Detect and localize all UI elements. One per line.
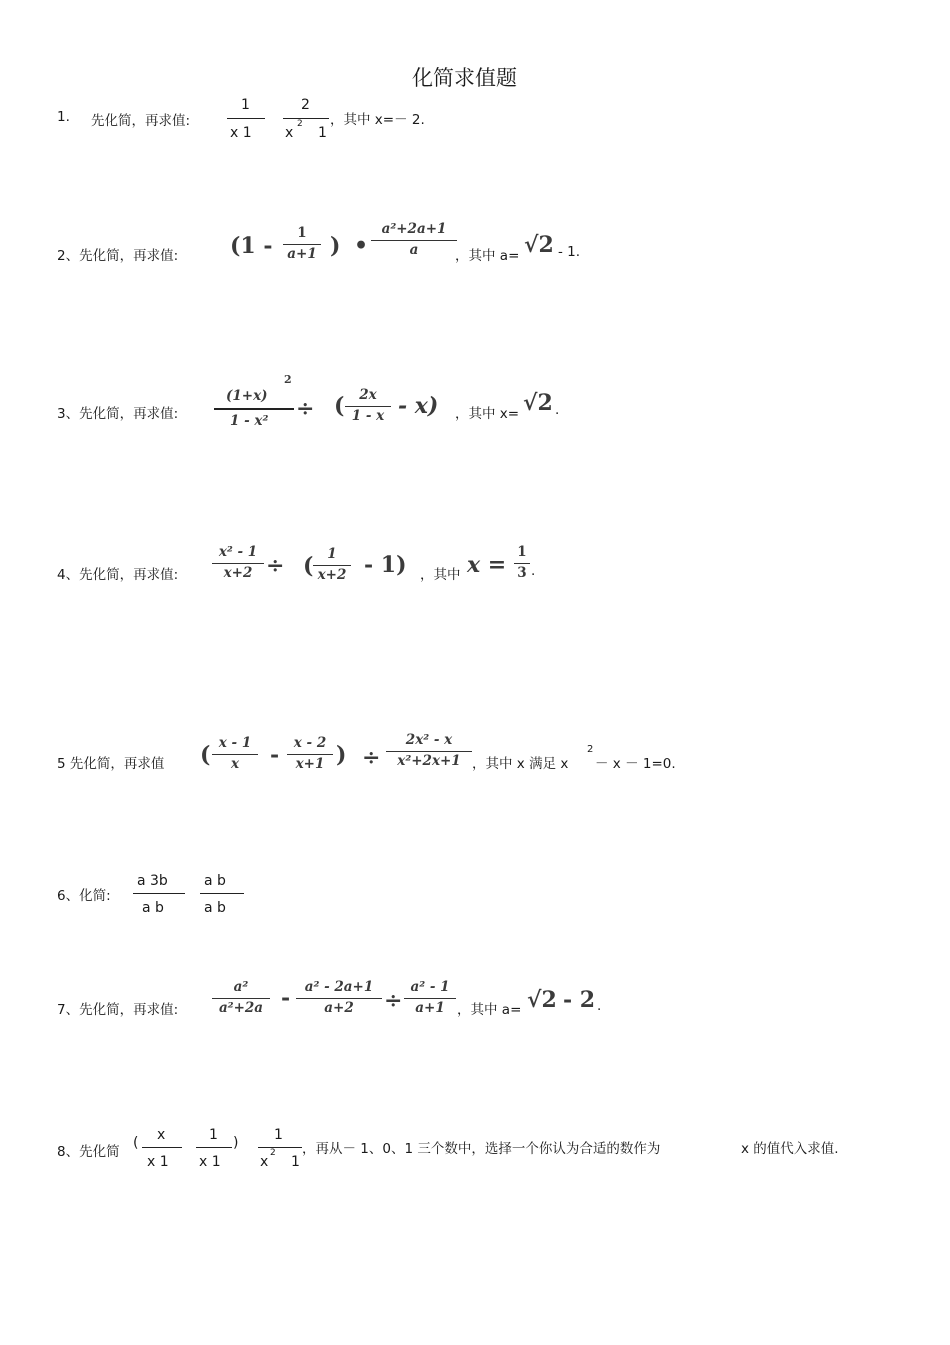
- fraction-denominator: 3: [517, 564, 527, 581]
- sqrt-two: √2: [527, 987, 557, 1013]
- divide-sign: ÷: [362, 745, 381, 771]
- problem-label: 8、先化简: [57, 1144, 120, 1160]
- fraction-numerator: a² - 1: [410, 979, 450, 995]
- fraction-denominator: x 1: [230, 125, 252, 141]
- close-paren: ): [336, 742, 347, 768]
- fraction-numerator: 1: [274, 1127, 283, 1143]
- fraction: [212, 736, 258, 772]
- fraction-bar: [214, 408, 294, 410]
- variable-equals: x =: [467, 552, 507, 578]
- fraction-denominator-x: x: [285, 125, 294, 141]
- fraction-numerator: 1: [517, 544, 527, 560]
- minus-sign: -: [281, 985, 291, 1011]
- close-paren: ): [233, 1135, 239, 1151]
- expression-tail: - 1): [364, 552, 407, 578]
- fraction-bar: [227, 118, 265, 119]
- fraction: [404, 980, 456, 1016]
- fraction-bar: [133, 893, 185, 894]
- fraction-bar: [371, 240, 457, 241]
- fraction-denominator: a b: [204, 900, 226, 916]
- fraction-denominator: x+1: [295, 755, 325, 772]
- fraction-denominator-one: 1: [318, 125, 327, 141]
- close-paren: ): [330, 233, 341, 259]
- problem-label: 5 先化简，再求值: [57, 756, 165, 772]
- fraction-numerator: a 3b: [137, 873, 168, 889]
- exponent: 2: [284, 373, 292, 386]
- open-paren: (: [200, 742, 211, 768]
- fraction-denominator-one: 1: [291, 1154, 300, 1170]
- fraction-denominator: a+2: [324, 999, 354, 1016]
- fraction-denominator: 1 - x: [351, 407, 385, 424]
- fraction-numerator: x: [157, 1127, 166, 1143]
- fraction-numerator: a²+2a+1: [381, 221, 447, 237]
- condition-suffix: .: [531, 563, 536, 579]
- sqrt-two: √2: [524, 232, 554, 258]
- fraction-numerator: 1: [327, 546, 337, 562]
- expression-tail: - x): [398, 393, 439, 419]
- fraction: [296, 980, 382, 1016]
- value-fraction: [514, 545, 530, 581]
- condition-prefix: ，其中 a=: [457, 1002, 522, 1018]
- fraction-denominator: a b: [142, 900, 164, 916]
- fraction-bar: [212, 754, 258, 755]
- fraction-denominator: x 1: [147, 1154, 169, 1170]
- fraction: [371, 222, 457, 258]
- fraction: [212, 545, 264, 581]
- condition-prefix: ，其中 a=: [455, 248, 520, 264]
- fraction-numerator: 2: [301, 97, 310, 113]
- fraction-denominator: x²+2x+1: [397, 752, 461, 769]
- minus-sign: -: [270, 742, 280, 768]
- fraction-denominator: a: [409, 241, 419, 258]
- fraction-numerator: x - 1: [218, 735, 252, 751]
- fraction-denominator: x: [230, 755, 240, 772]
- fraction: [287, 736, 333, 772]
- divide-sign: ÷: [266, 553, 285, 579]
- fraction-bar: [287, 754, 333, 755]
- fraction-numerator: a²: [233, 979, 249, 995]
- problem-label: 2、先化简，再求值:: [57, 248, 179, 264]
- fraction-denominator: a²+2a: [218, 999, 264, 1016]
- fraction: [345, 388, 391, 424]
- exponent: 2: [270, 1148, 276, 1158]
- fraction-numerator: 1: [297, 225, 307, 241]
- condition-suffix: - 1.: [558, 244, 581, 260]
- expression-tail: - 2: [563, 987, 596, 1013]
- problem-condition: ，再从－ 1、0、1 三个数中，选择一个你认为合适的数作为: [302, 1141, 661, 1157]
- condition-prefix: ，其中: [420, 567, 461, 583]
- condition-prefix: ，其中 x=: [455, 406, 520, 422]
- open-paren: (: [334, 393, 345, 419]
- fraction: [386, 733, 472, 769]
- fraction-denominator: a+1: [415, 999, 445, 1016]
- problem-label: 3、先化简，再求值:: [57, 406, 179, 422]
- condition-suffix: － x － 1=0.: [595, 756, 676, 772]
- problem-label: 4、先化简，再求值:: [57, 567, 179, 583]
- condition-suffix: .: [555, 402, 560, 418]
- fraction-bar: [196, 1147, 232, 1148]
- divide-sign: ÷: [384, 988, 403, 1014]
- problem-label: 7、先化简，再求值:: [57, 1002, 179, 1018]
- fraction-bar: [514, 563, 530, 564]
- problem-condition: ，其中 x=－ 2.: [330, 112, 425, 128]
- fraction-bar: [200, 893, 244, 894]
- fraction-bar: [386, 751, 472, 752]
- fraction-numerator: a² - 2a+1: [304, 979, 374, 995]
- open-paren: (: [303, 553, 314, 579]
- problem-instruction: 先化简，再求值:: [91, 113, 191, 129]
- condition-prefix: ，其中 x 满足 x: [472, 756, 569, 772]
- fraction: [283, 226, 321, 262]
- fraction-numerator: 2x² - x: [405, 732, 453, 748]
- fraction-bar: [283, 244, 321, 245]
- fraction: [313, 547, 351, 583]
- page-title: 化简求值题: [412, 66, 517, 90]
- fraction-bar: [283, 118, 329, 119]
- fraction-numerator: 1: [241, 97, 250, 113]
- fraction-bar: [258, 1147, 302, 1148]
- condition-suffix: .: [597, 998, 602, 1014]
- fraction-bar: [212, 998, 270, 999]
- fraction-bar: [142, 1147, 182, 1148]
- fraction-numerator: 2x: [359, 387, 377, 403]
- problem-number: 1.: [57, 109, 70, 125]
- open-paren: (: [133, 1135, 139, 1151]
- divide-sign: ÷: [296, 396, 315, 422]
- fraction-numerator: a b: [204, 873, 226, 889]
- fraction-numerator: x² - 1: [218, 544, 258, 560]
- fraction-denominator: a+1: [287, 245, 317, 262]
- fraction-bar: [404, 998, 456, 999]
- fraction-denominator-x: x: [260, 1154, 269, 1170]
- fraction: [212, 980, 270, 1016]
- fraction-bar: [296, 998, 382, 999]
- fraction-denominator: x 1: [199, 1154, 221, 1170]
- exponent: 2: [297, 119, 303, 129]
- fraction-bar: [345, 406, 391, 407]
- fraction-bar: [212, 563, 264, 564]
- fraction-numerator: 1: [209, 1127, 218, 1143]
- fraction-denominator: 1 - x²: [230, 413, 269, 429]
- multiply-dot: •: [354, 233, 369, 259]
- problem-label: 6、化简:: [57, 888, 111, 904]
- fraction-bar: [313, 565, 351, 566]
- fraction-numerator: x - 2: [293, 735, 327, 751]
- fraction-denominator: x+2: [317, 566, 347, 583]
- condition-exponent: 2: [587, 744, 594, 755]
- problem-condition-tail: x 的值代入求值.: [741, 1141, 839, 1157]
- fraction-numerator: (1+x): [226, 388, 268, 404]
- open-expression: (1 -: [230, 233, 273, 259]
- fraction-denominator: x+2: [223, 564, 253, 581]
- sqrt-two: √2: [523, 390, 553, 416]
